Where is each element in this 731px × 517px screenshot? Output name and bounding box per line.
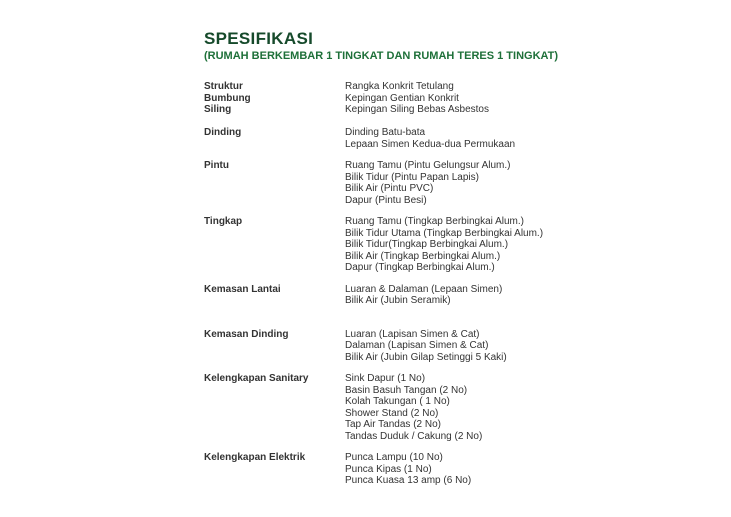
spec-value: Kepingan Gentian Konkrit bbox=[345, 92, 459, 104]
spec-value: Rangka Konkrit Tetulang bbox=[345, 81, 454, 92]
spec-value: Shower Stand (2 No) bbox=[345, 407, 439, 419]
spec-value: Punca Kuasa 13 amp (6 No) bbox=[345, 475, 472, 486]
spec-value: Bilik Tidur (Pintu Papan Lapis) bbox=[345, 171, 479, 183]
spec-value: Dapur (Tingkap Berbingkai Alum.) bbox=[345, 262, 495, 273]
spec-table bbox=[204, 81, 724, 487]
spec-label: Kelengkapan Sanitary bbox=[204, 373, 309, 384]
spec-section bbox=[204, 216, 724, 274]
spec-values bbox=[345, 160, 510, 206]
spec-values bbox=[345, 284, 502, 307]
spec-value: Bilik Air (Jubin Gilap Setinggi 5 Kaki) bbox=[345, 351, 507, 363]
spec-values bbox=[345, 329, 507, 364]
spec-section bbox=[204, 160, 724, 206]
spec-value: Tandas Duduk / Cakung (2 No) bbox=[345, 430, 483, 442]
spec-values bbox=[345, 216, 543, 274]
spec-value: Dalaman (Lapisan Simen & Cat) bbox=[345, 340, 489, 351]
spec-label: Tingkap bbox=[204, 216, 243, 227]
spec-label: Struktur bbox=[204, 81, 243, 92]
spec-section bbox=[204, 127, 724, 150]
spec-value: Lepaan Simen Kedua-dua Permukaan bbox=[345, 138, 516, 150]
spec-values bbox=[345, 104, 489, 116]
spec-value: Dinding Batu-bata bbox=[345, 127, 426, 138]
spec-section bbox=[204, 81, 724, 93]
spec-values bbox=[345, 373, 482, 442]
spec-section bbox=[204, 373, 724, 442]
spec-value: Basin Basuh Tangan (2 No) bbox=[345, 384, 468, 396]
spec-value: Dapur (Pintu Besi) bbox=[345, 194, 427, 206]
spec-values bbox=[345, 127, 515, 150]
spec-value: Kolah Takungan ( 1 No) bbox=[345, 396, 450, 407]
spec-value: Ruang Tamu (Tingkap Berbingkai Alum.) bbox=[345, 216, 524, 227]
spec-label: Kemasan Dinding bbox=[204, 328, 289, 340]
spec-value: Bilik Tidur Utama (Tingkap Berbingkai Alum.) bbox=[345, 227, 544, 239]
spec-label: Dinding bbox=[204, 127, 242, 138]
spec-values bbox=[345, 81, 454, 93]
spec-section bbox=[204, 452, 724, 487]
spec-value: Punca Kipas (1 No) bbox=[345, 463, 432, 475]
spec-value: Bilik Air (Tingkap Berbingkai Alum.) bbox=[345, 250, 501, 262]
spec-value: Bilik Tidur(Tingkap Berbingkai Alum.) bbox=[345, 239, 509, 250]
spec-section bbox=[204, 329, 724, 364]
spec-section bbox=[204, 284, 724, 307]
spec-label: Siling bbox=[204, 104, 232, 115]
spec-label: Kemasan Lantai bbox=[204, 283, 281, 295]
spec-value: Bilik Air (Pintu PVC) bbox=[345, 183, 434, 194]
spec-value: Luaran & Dalaman (Lepaan Simen) bbox=[345, 283, 503, 295]
spec-label: Pintu bbox=[204, 160, 229, 171]
spec-value: Kepingan Siling Bebas Asbestos bbox=[345, 104, 489, 115]
spec-value: Tap Air Tandas (2 No) bbox=[345, 419, 441, 430]
spec-section bbox=[204, 104, 724, 116]
page-subtitle: (RUMAH BERKEMBAR 1 TINGKAT DAN RUMAH TERES 1 TINGKAT) bbox=[204, 50, 559, 62]
spec-value: Ruang Tamu (Pintu Gelungsur Alum.) bbox=[345, 160, 511, 171]
spec-section bbox=[204, 93, 724, 105]
page-title: SPESIFIKASI bbox=[204, 29, 314, 48]
spec-value: Sink Dapur (1 No) bbox=[345, 373, 426, 384]
spec-value: Luaran (Lapisan Simen & Cat) bbox=[345, 328, 480, 340]
spec-label: Kelengkapan Elektrik bbox=[204, 452, 306, 463]
spec-values bbox=[345, 93, 459, 105]
spec-label: Bumbung bbox=[204, 92, 251, 104]
spec-values bbox=[345, 452, 471, 487]
spec-value: Punca Lampu (10 No) bbox=[345, 452, 443, 463]
spec-value: Bilik Air (Jubin Seramik) bbox=[345, 295, 451, 306]
